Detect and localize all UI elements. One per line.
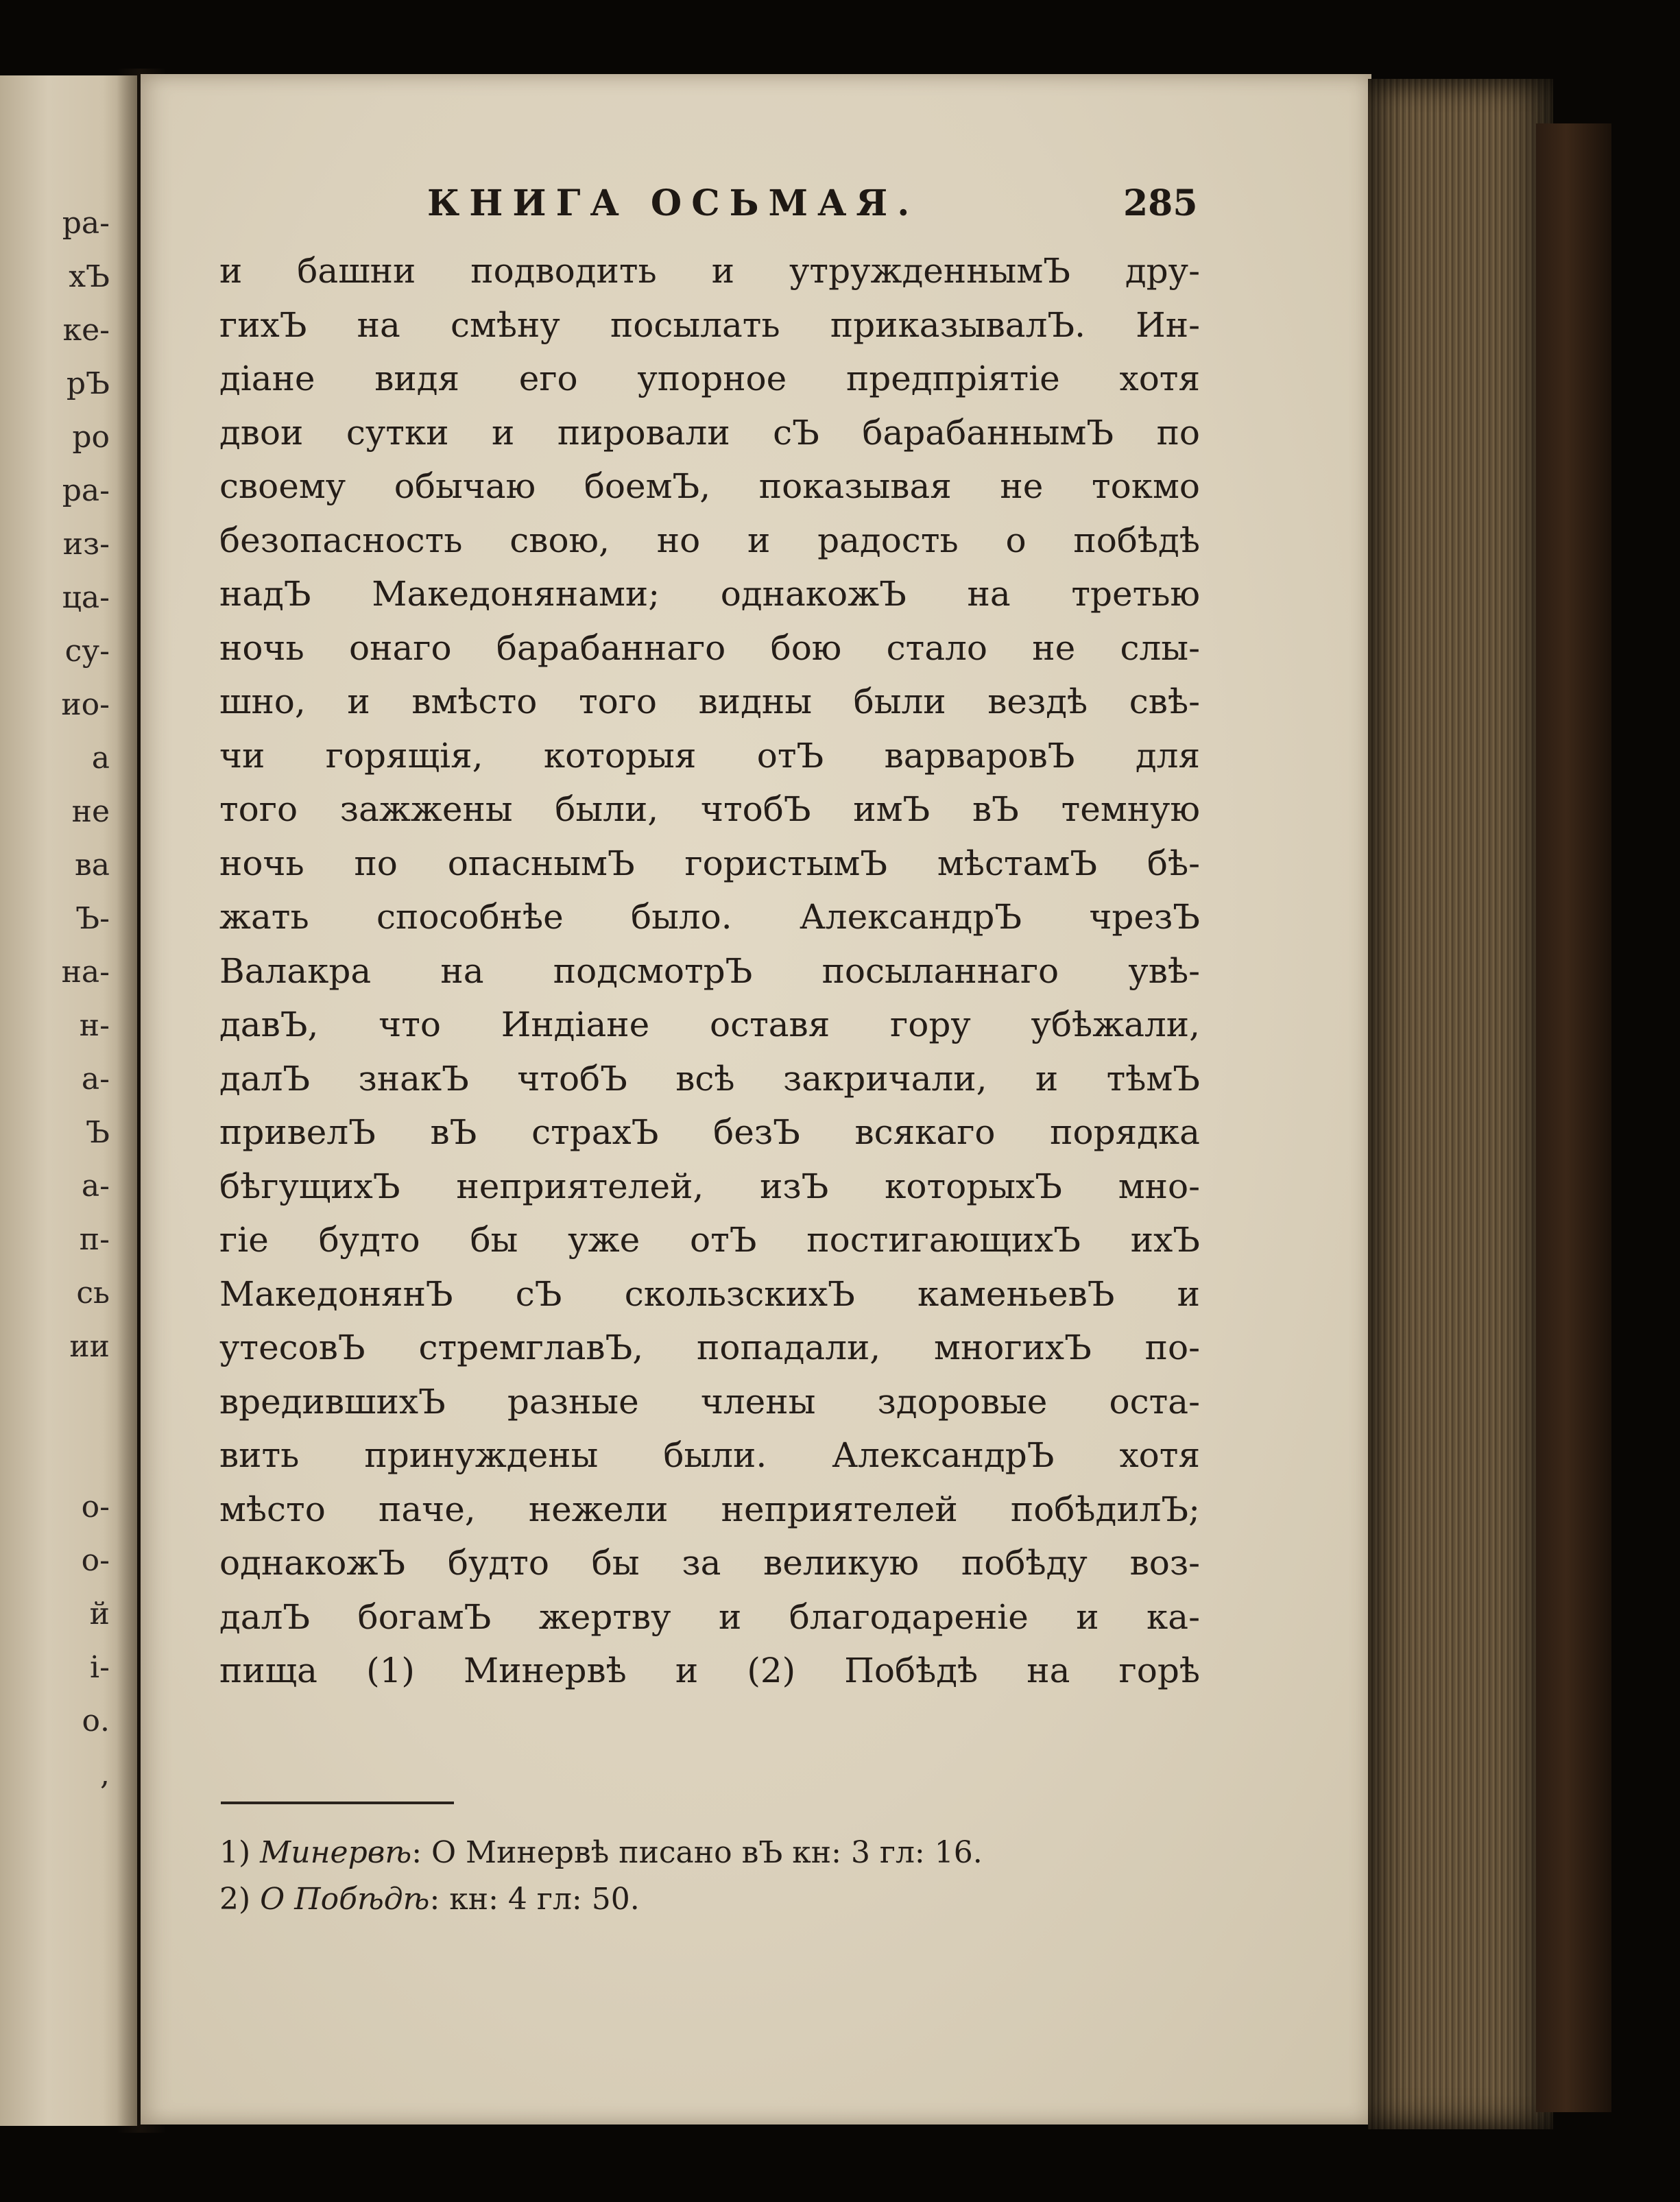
- text-line: далЪ богамЪ жертву и благодареніе и ка-: [219, 1596, 1200, 1637]
- text-line: однакожЪ будто бы за великую побѣду воз-: [219, 1543, 1200, 1583]
- fragment-text: Ъ-: [75, 901, 110, 936]
- fragment-text: ке-: [62, 313, 110, 348]
- book-fore-edge: [1368, 79, 1553, 2129]
- fragment-text: су-: [64, 634, 110, 669]
- footnote-rule: [221, 1802, 454, 1804]
- fragment-text: ио-: [61, 687, 110, 722]
- text-line: ночь по опаснымЪ гористымЪ мѣстамЪ бѣ-: [219, 843, 1200, 883]
- footnote: [219, 1876, 1200, 1923]
- fragment-text: Ъ: [86, 1115, 110, 1150]
- text-line: утесовЪ стремглавЪ, попадали, многихЪ по-: [219, 1328, 1200, 1367]
- running-head: КНИГА ОСЬМАЯ.: [427, 182, 920, 224]
- text-line: жать способнѣе было. АлександрЪ чрезЪ: [219, 897, 1200, 937]
- text-line: ночь онаго барабаннаго бою стало не слы-: [219, 627, 1200, 668]
- fragment-text: ца-: [62, 580, 110, 615]
- fragment-text: ии: [69, 1329, 110, 1364]
- text-line: и башни подводить и утружденнымЪ дру-: [219, 251, 1200, 291]
- fragment-text: н-: [79, 1008, 110, 1043]
- fragment-text: ро: [72, 420, 110, 455]
- page-number: 285: [1123, 182, 1198, 224]
- fragment-text: ,: [100, 1757, 110, 1792]
- text-line: двои сутки и пировали сЪ барабаннымЪ по: [219, 412, 1200, 453]
- footnote-text: : кн: 4 гл: 50.: [429, 1882, 640, 1917]
- text-line: вредившихЪ разные члены здоровые оста-: [219, 1381, 1200, 1422]
- text-line: далЪ знакЪ чтобЪ всѣ закричали, и тѣмЪ: [219, 1058, 1200, 1099]
- fragment-text: й: [89, 1596, 110, 1631]
- footnote-number: 1): [219, 1835, 251, 1870]
- footnote-text: : О Минервѣ писано вЪ кн: 3 гл: 16.: [411, 1835, 983, 1870]
- text-line: своему обычаю боемЪ, показывая не токмо: [219, 466, 1200, 506]
- fragment-text: на-: [61, 955, 110, 990]
- fragment-text: рЪ: [66, 366, 110, 401]
- text-line: вить принуждены были. АлександрЪ хотя: [219, 1435, 1200, 1475]
- text-line: надЪ Македонянами; однакожЪ на третью: [219, 574, 1200, 614]
- fragment-text: не: [71, 794, 110, 829]
- fragment-text: п-: [79, 1222, 110, 1257]
- text-line: пища (1) Минервѣ и (2) Побѣдѣ на горѣ: [219, 1651, 1200, 1690]
- text-line: безопасность свою, но и радость о побѣдѣ: [219, 520, 1200, 560]
- text-line: Валакра на подсмотрЪ посыланнаго увѣ-: [219, 950, 1200, 991]
- fragment-text: а-: [81, 1169, 110, 1204]
- text-line: шно, и вмѣсто того видны были вездѣ свѣ-: [219, 682, 1200, 721]
- fragment-text: і-: [90, 1650, 110, 1685]
- footnotes: [219, 1830, 1200, 1923]
- text-line: гихЪ на смѣну посылать приказывалЪ. Ин-: [219, 304, 1200, 345]
- page-header: [141, 182, 1371, 237]
- fragment-text: а: [91, 741, 110, 776]
- text-line: МакедонянЪ сЪ скользскихЪ каменьевЪ и: [219, 1273, 1200, 1314]
- footnote: [219, 1830, 1200, 1876]
- fragment-text: о-: [81, 1543, 110, 1578]
- text-line: діане видя его упорное предпріятіе хотя: [219, 359, 1200, 398]
- text-line: чи горящія, которыя отЪ варваровЪ для: [219, 735, 1200, 776]
- fragment-text: о.: [82, 1703, 110, 1738]
- fragment-text: ва: [74, 848, 110, 883]
- book-page: [141, 74, 1371, 2125]
- fragment-text: о-: [81, 1489, 110, 1524]
- footnote-key: Минервѣ: [260, 1835, 412, 1870]
- footnote-number: 2): [219, 1882, 251, 1917]
- fragment-text: хЪ: [69, 259, 110, 294]
- fragment-text: сь: [76, 1276, 110, 1311]
- text-line: того зажжены были, чтобЪ имЪ вЪ темную: [219, 789, 1200, 829]
- fragment-text: а-: [81, 1062, 110, 1097]
- fragment-text: из-: [62, 527, 110, 562]
- text-line: гіе будто бы уже отЪ постигающихЪ ихЪ: [219, 1220, 1200, 1260]
- body-text: [219, 244, 1200, 1698]
- text-line: давЪ, что Индіане оставя гору убѣжали,: [219, 1005, 1200, 1044]
- text-line: мѣсто паче, нежели неприятелей побѣдилЪ;: [219, 1489, 1200, 1529]
- fragment-text: ра-: [62, 473, 110, 508]
- fragment-text: ра-: [62, 206, 110, 241]
- text-line: привелЪ вЪ страхЪ безЪ всякаго порядка: [219, 1112, 1200, 1152]
- book-cover: [1536, 123, 1611, 2112]
- text-line: бѣгущихЪ неприятелей, изЪ которыхЪ мно-: [219, 1166, 1200, 1206]
- footnote-key: О Побѣдѣ: [260, 1882, 430, 1917]
